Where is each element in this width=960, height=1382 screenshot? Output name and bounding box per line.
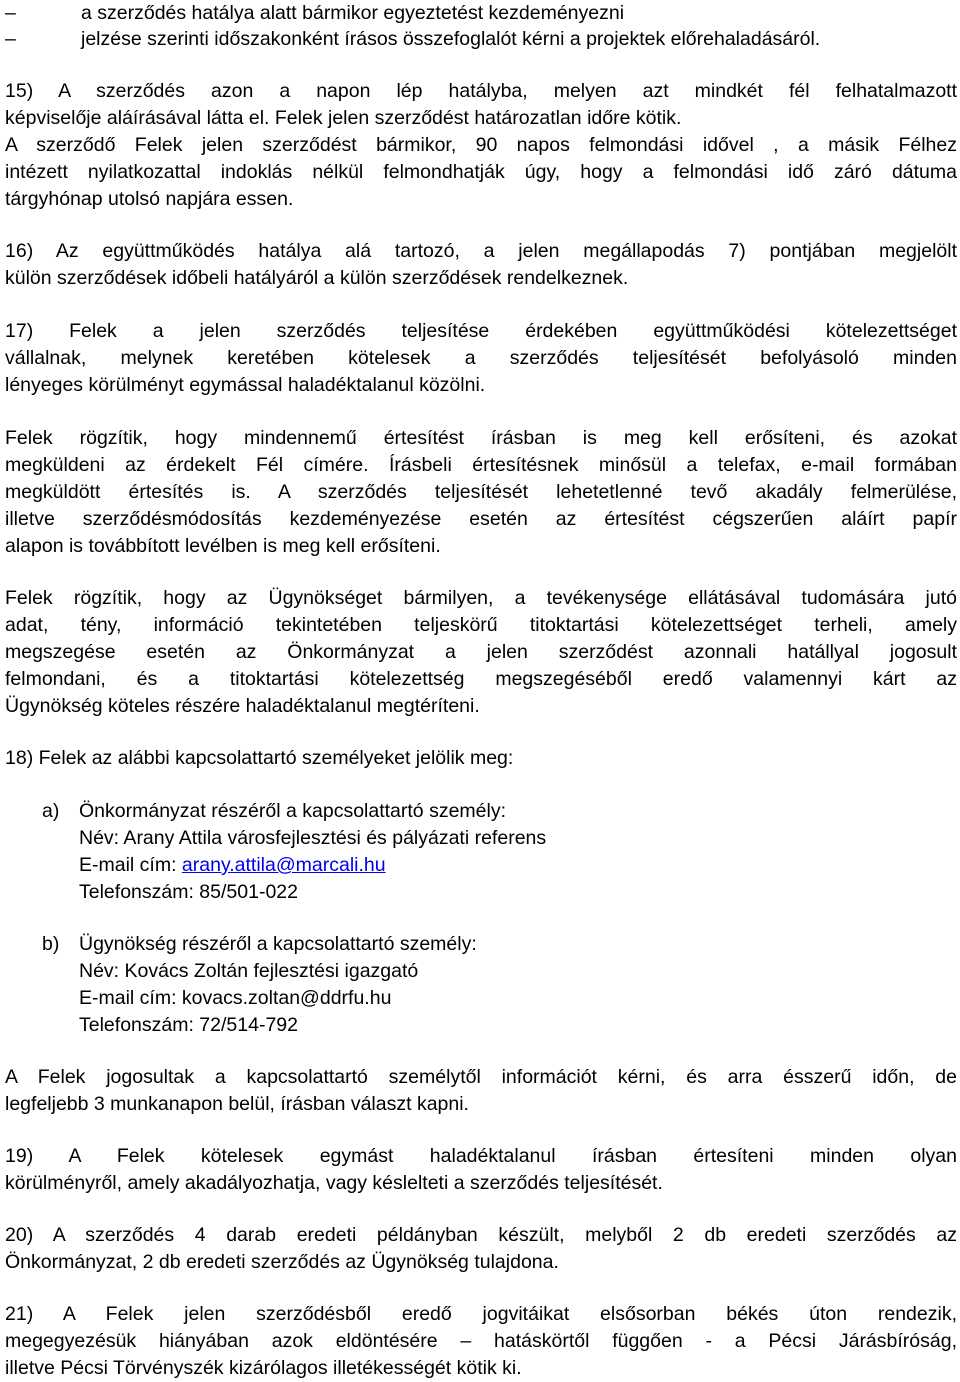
paragraph-17-line: 17) Felek a jelen szerződés teljesítése érdekében együttműködési kötelezettséget [5, 320, 957, 342]
paragraph-confidentiality-line: Felek rögzítik, hogy az Ügynökséget bármilyen, a tevékenysége ellátásával tudomására jutó [5, 587, 957, 609]
contact-a-name: Név: Arany Attila városfejlesztési és pályázati referens [79, 827, 547, 849]
paragraph-21-line: megegyezésük hiányában azok eldöntésére – hatáskörtől függően - a Pécsi Járásbíróság, [5, 1330, 957, 1352]
contact-b-phone: Telefonszám: 72/514-792 [79, 1014, 298, 1036]
paragraph-19-line: 19) A Felek kötelesek egymást haladéktalanul írásban értesíteni minden olyan [5, 1145, 957, 1167]
contact-b-title-text: Ügynökség részéről a kapcsolattartó személy: [79, 933, 477, 955]
contact-a-phone: Telefonszám: 85/501-022 [79, 881, 298, 903]
paragraph-contact-rights-line: legfeljebb 3 munkanapon belül, írásban választ kapni. [5, 1093, 469, 1115]
paragraph-21-line: 21) A Felek jelen szerződésből eredő jogvitáikat elsősorban békés úton rendezik, [5, 1303, 957, 1325]
paragraph-confidentiality-line: felmondani, és a titoktartási kötelezettség megszegéséből eredő valamennyi kárt az [5, 668, 957, 690]
contact-a-title-text: Önkormányzat részéről a kapcsolattartó személy: [79, 800, 507, 822]
paragraph-confidentiality-line: megszegése esetén az Önkormányzat a jelen szerződést azonnali hatállyal jogosult [5, 641, 957, 663]
paragraph-notice-line: alapon is továbbított levélben is meg kell erősíteni. [5, 535, 441, 557]
paragraph-19-line: körülményről, amely akadályozhatja, vagy késlelteti a szerződés teljesítését. [5, 1172, 663, 1194]
contact-b-email: E-mail cím: kovacs.zoltan@ddrfu.hu [79, 987, 392, 1009]
paragraph-confidentiality-line: adat, tény, információ tekintetében teljeskörű titoktartási kötelezettséget terheli, amely [5, 614, 957, 636]
contact-b-marker: b) [42, 933, 60, 955]
paragraph-notice-line: megküldeni az érdekelt Fél címére. Írásbeli értesítésnek minősül a telefax, e-mail formában [5, 454, 957, 476]
paragraph-21-line: illetve Pécsi Törvényszék kizárólagos illetékességét kötik ki. [5, 1357, 522, 1379]
paragraph-notice-line: Felek rögzítik, hogy mindennemű értesítést írásban is meg kell erősíteni, és azokat [5, 427, 957, 449]
paragraph-15-line: 15) A szerződés azon a napon lép hatályba, melyen azt mindkét fél felhatalmazott [5, 80, 957, 102]
paragraph-confidentiality-line: Ügynökség köteles részére haladéktalanul megtéríteni. [5, 695, 480, 717]
paragraph-20-line: 20) A szerződés 4 darab eredeti példányban készült, melyből 2 db eredeti szerződés az [5, 1224, 957, 1246]
paragraph-16-line: 16) Az együttműködés hatálya alá tartozó, a jelen megállapodás 7) pontjában megjelölt [5, 240, 957, 262]
paragraph-notice-line: illetve szerződésmódosítás kezdeményezése esetén az értesítést cégszerűen aláírt papír [5, 508, 957, 530]
contact-b-name: Név: Kovács Zoltán fejlesztési igazgató [79, 960, 419, 982]
contact-a-email [79, 852, 386, 879]
contact-a-marker: a) [42, 800, 60, 822]
contact-a-email-link[interactable]: arany.attila@marcali.hu [181, 854, 386, 876]
paragraph-contact-rights-line: A Felek jogosultak a kapcsolattartó személytől információt kérni, és arra ésszerű időn, de [5, 1066, 957, 1088]
paragraph-15-line: tárgyhónap utolsó napjára essen. [5, 188, 294, 210]
paragraph-18-heading: 18) Felek az alábbi kapcsolattartó személyeket jelölik meg: [5, 747, 514, 769]
paragraph-notice-line: megküldött értesítés is. A szerződés teljesítését lehetetlenné tevő akadály felmerülése, [5, 481, 957, 503]
paragraph-17-line: lényeges körülményt egymással haladéktalanul közölni. [5, 374, 486, 396]
paragraph-17-line: vállalnak, melynek keretében kötelesek a szerződés teljesítését befolyásoló minden [5, 347, 957, 369]
paragraph-15-line: A szerződő Felek jelen szerződést bármikor, 90 napos felmondási idővel , a másik Félhez [5, 134, 957, 156]
paragraph-20-line: Önkormányzat, 2 db eredeti szerződés az Ügynökség tulajdona. [5, 1251, 559, 1273]
paragraph-16-line: külön szerződések időbeli hatályáról a külön szerződések rendelkeznek. [5, 267, 629, 289]
contact-a-email-label: E-mail cím: [79, 854, 182, 876]
paragraph-15-line: intézett nyilatkozattal indoklás nélkül felmondhatják úgy, hogy a felmondási idő záró dátuma [5, 161, 957, 183]
paragraph-15-line: képviselője aláírásával látta el. Felek jelen szerződést határozatlan időre kötik. [5, 107, 682, 129]
